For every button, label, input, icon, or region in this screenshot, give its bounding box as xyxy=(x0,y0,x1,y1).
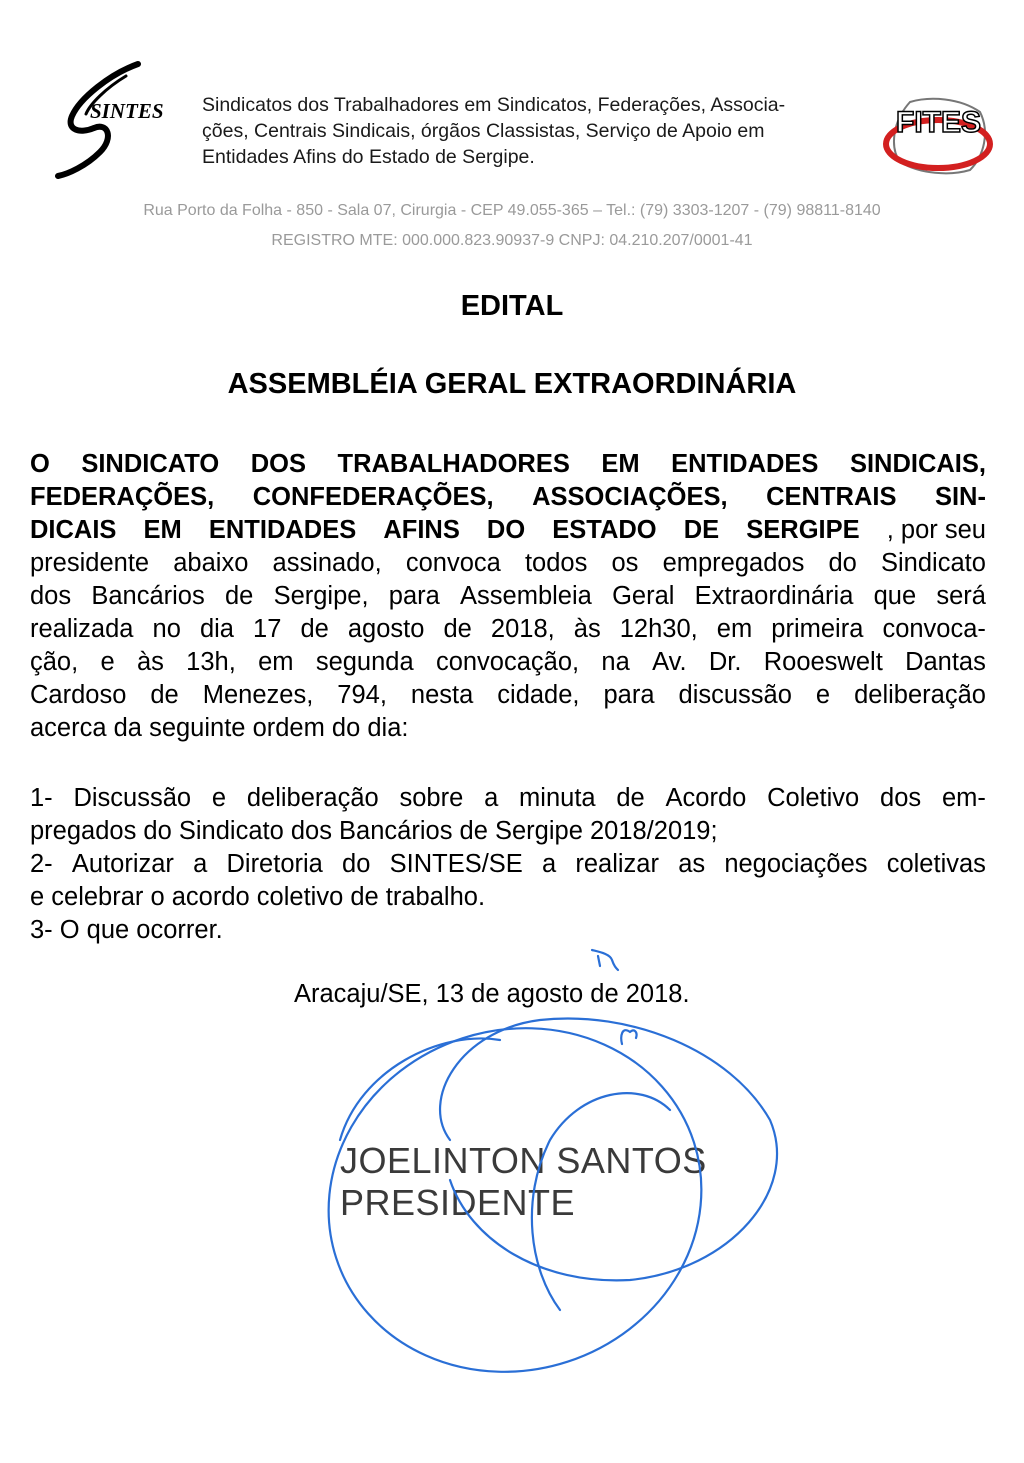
document-title: EDITAL xyxy=(460,290,564,322)
word: DE xyxy=(683,516,720,544)
word: ESTADO xyxy=(552,516,657,544)
word: Diretoria xyxy=(226,850,323,878)
word: deliberação xyxy=(246,784,379,812)
word: assinado, xyxy=(272,549,382,577)
word: realizada xyxy=(30,615,134,643)
date-line: Aracaju/SE, 13 de agosto de 2018. xyxy=(294,980,690,1008)
word: AFINS xyxy=(383,516,460,544)
word: a xyxy=(484,784,499,812)
document-subtitle: ASSEMBLÉIA GERAL EXTRAORDINÁRIA xyxy=(227,368,797,400)
word: agosto xyxy=(347,615,425,643)
word: em- xyxy=(941,784,986,812)
word: 17 xyxy=(253,615,282,643)
word: de xyxy=(616,784,645,812)
word: Sindicato xyxy=(881,549,986,577)
svg-text:FITES: FITES xyxy=(896,106,982,139)
word: FEDERAÇÕES, xyxy=(30,483,215,511)
word: TRABALHADORES xyxy=(337,450,570,478)
word: do xyxy=(828,549,857,577)
body-line xyxy=(30,547,986,580)
word: SINDICATO xyxy=(81,450,220,478)
word: Dr. xyxy=(708,648,742,676)
word: para xyxy=(603,681,655,709)
agenda-line-text: pregados do Sindicato dos Bancários de Sergipe 2018/2019; xyxy=(30,817,718,845)
word: que xyxy=(873,582,917,610)
body-line xyxy=(30,448,986,481)
word: ção, xyxy=(30,648,79,676)
word: sobre xyxy=(399,784,464,812)
handwritten-signature xyxy=(300,940,800,1380)
word: será xyxy=(936,582,986,610)
header-line: Sindicatos dos Trabalhadores em Sindicatos, Federações, Associa- xyxy=(202,94,786,116)
word: DICAIS xyxy=(30,516,117,544)
word: O xyxy=(30,450,50,478)
word: no xyxy=(152,615,181,643)
word: Bancários xyxy=(91,582,205,610)
word: SINTES/SE xyxy=(389,850,523,878)
word: deliberação xyxy=(854,681,986,709)
contact-address: Rua Porto da Folha - 850 - Sala 07, Cirurgia - CEP 49.055-365 – Tel.: (79) 3303-1207 - (79) 98811-8140 xyxy=(143,202,881,219)
word: DOS xyxy=(250,450,307,478)
word: e xyxy=(815,681,831,709)
word: ASSOCIAÇÕES, xyxy=(532,483,728,511)
word: DO xyxy=(486,516,526,544)
fites-logo xyxy=(880,92,998,180)
body-line xyxy=(30,712,986,745)
sintes-logo xyxy=(50,58,180,183)
svg-text:SINTES: SINTES xyxy=(90,99,164,123)
word: 1- xyxy=(30,784,53,812)
body-line xyxy=(30,679,986,712)
body-line xyxy=(30,613,986,646)
word: Rooeswelt xyxy=(763,648,883,676)
word: Extraordinária xyxy=(694,582,854,610)
word: segunda xyxy=(315,648,414,676)
word: 2- xyxy=(30,850,53,878)
word: empregados xyxy=(662,549,805,577)
word: 2018, xyxy=(490,615,555,643)
word: Menezes, xyxy=(202,681,314,709)
word: a xyxy=(193,850,208,878)
word: Cardoso xyxy=(30,681,127,709)
word: discussão xyxy=(678,681,792,709)
convocation-paragraph xyxy=(30,448,986,745)
word: as xyxy=(678,850,706,878)
word: primeira xyxy=(771,615,864,643)
word: realizar xyxy=(575,850,659,878)
agenda-line xyxy=(30,848,986,881)
agenda-list xyxy=(30,782,986,947)
word: em xyxy=(716,615,753,643)
word: de xyxy=(224,582,254,610)
body-line-text: acerca da seguinte ordem do dia: xyxy=(30,714,409,742)
word: Geral xyxy=(612,582,675,610)
signer-name: JOELINTON SANTOS xyxy=(340,1140,707,1181)
word: convoca- xyxy=(882,615,986,643)
word: às xyxy=(136,648,164,676)
word: Assembleia xyxy=(460,582,592,610)
word: na xyxy=(601,648,630,676)
word: os xyxy=(611,549,639,577)
word: nesta xyxy=(410,681,474,709)
word: ENTIDADES xyxy=(208,516,357,544)
signer-title: PRESIDENTE xyxy=(340,1182,576,1223)
word: Av. xyxy=(652,648,687,676)
word: em xyxy=(258,648,294,676)
word: minuta xyxy=(519,784,596,812)
word: e xyxy=(100,648,115,676)
word: ENTIDADES xyxy=(671,450,819,478)
word: de xyxy=(150,681,179,709)
word: presidente xyxy=(30,549,150,577)
body-line xyxy=(30,580,986,613)
word: Sergipe, xyxy=(273,582,369,610)
body-line-tail: , por seu xyxy=(886,516,986,544)
word: EM xyxy=(143,516,182,544)
contact-registry: REGISTRO MTE: 000.000.823.90937-9 CNPJ: 04.210.207/0001-41 xyxy=(271,232,753,249)
word: de xyxy=(300,615,329,643)
header-text xyxy=(202,92,882,170)
header-line: Entidades Afins do Estado de Sergipe. xyxy=(202,146,535,168)
word: e xyxy=(211,784,227,812)
word: Coletivo xyxy=(767,784,860,812)
body-line xyxy=(30,481,986,514)
word: coletivas xyxy=(886,850,986,878)
word: SIN- xyxy=(934,483,986,511)
word: Acordo xyxy=(665,784,747,812)
word: SERGIPE xyxy=(746,516,860,544)
header-line: ções, Centrais Sindicais, órgãos Classistas, Serviço de Apoio em xyxy=(202,120,765,142)
word: SINDICAIS, xyxy=(849,450,986,478)
word: cidade, xyxy=(497,681,580,709)
agenda-line-text: e celebrar o acordo coletivo de trabalho. xyxy=(30,883,486,911)
word: Dantas xyxy=(905,648,986,676)
word: Autorizar xyxy=(71,850,174,878)
word: convocação, xyxy=(435,648,580,676)
word: do xyxy=(342,850,371,878)
word: para xyxy=(388,582,440,610)
word: 13h, xyxy=(186,648,236,676)
word: a xyxy=(542,850,557,878)
word: às xyxy=(573,615,601,643)
word: CONFEDERAÇÕES, xyxy=(252,483,494,511)
word: negociações xyxy=(724,850,868,878)
word: dos xyxy=(880,784,922,812)
word: de xyxy=(443,615,472,643)
body-line xyxy=(30,514,986,547)
word: dia xyxy=(199,615,234,643)
word: convoca xyxy=(405,549,501,577)
word: Discussão xyxy=(73,784,192,812)
word: 12h30, xyxy=(619,615,698,643)
word: 794, xyxy=(337,681,387,709)
agenda-line xyxy=(30,782,986,815)
agenda-line-text: 3- O que ocorrer. xyxy=(30,916,223,944)
word: dos xyxy=(30,582,72,610)
word: abaixo xyxy=(173,549,249,577)
word: EM xyxy=(601,450,640,478)
body-line xyxy=(30,646,986,679)
word: CENTRAIS xyxy=(766,483,897,511)
agenda-line xyxy=(30,881,986,914)
word: todos xyxy=(524,549,588,577)
agenda-line xyxy=(30,815,986,848)
